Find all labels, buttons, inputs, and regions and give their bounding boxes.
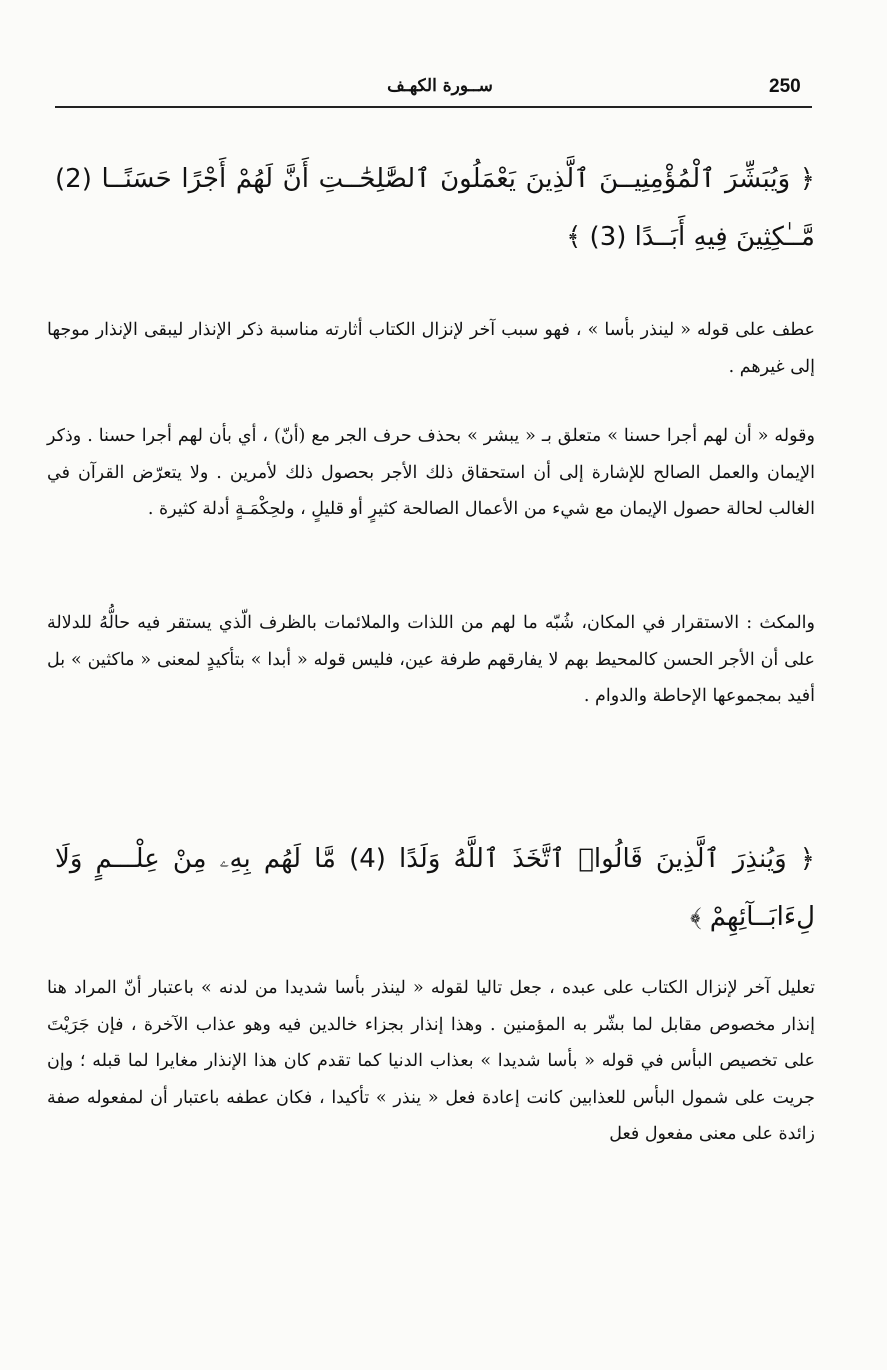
quran-verse-1: ﴿ وَيُبَشِّرَ ٱلْمُؤْمِنِيــنَ ٱلَّذِينَ يَعْمَلُونَ ٱلصَّٰلِحَٰــتِ أَنَّ لَهُمْ أَجْرًا حَسَنًــا (2) مَّــٰكِثِينَ فِيهِ أَبَــدًا (3) ﴾ [55, 164, 815, 252]
commentary-paragraph-3: والمكث : الاستقرار في المكان، شُبّه ما لهم من اللذات والملائمات بالظرف الّذي يستقر فيه حالُّهُ للدلالة على أن الأجر الحسن كالمحيط بهم لا يفارقهم طرفة عين، فليس قوله « أبدا » بتأكيدٍ لمعنى « ماكثين » بل أفيد بمجموعها الإحاطة والدوام . [47, 613, 815, 706]
commentary-paragraph-4: تعليل آخر لإنزال الكتاب على عبده ، جعل تاليا لقوله « لينذر بأسا شديدا من لدنه » باعتبار أنّ المراد هنا إنذار مخصوص مقابل لما بشّر به المؤمنين . وهذا إنذار بجزاء خالدين فيه وهو عذاب الآخرة ، فإن جَرَيْتَ على تخصيص البأس في قوله « بأسا شديدا » بعذاب الدنيا كما تقدم كان هذا الإنذار مغايرا لما قبله ؛ وإن جريت على شمول البأس للعذابين كانت إعادة فعل « ينذر » تأكيدا ، فكان عطفه باعتبار أن لمفعوله صفة زائدة على معنى مفعول فعل [47, 978, 815, 1144]
quran-verse-2: ﴿ وَيُنذِرَ ٱلَّذِينَ قَالُوا۟ ٱتَّخَذَ ٱللَّهُ وَلَدًا (4) مَّا لَهُم بِهِۦ مِنْ عِلْـــمٍ وَلَا لِءَابَــآئِهِمْ ﴾ [55, 844, 815, 932]
commentary-paragraph-1: عطف على قوله « لينذر بأسا » ، فهو سبب آخر لإنزال الكتاب أثارته مناسبة ذكر الإنذار ليبقى الإنذار موجها إلى غيرهم . [47, 320, 815, 377]
page-number: 250 [769, 76, 801, 97]
commentary-paragraph-2: وقوله « أن لهم أجرا حسنا » متعلق بـ « يبشر » بحذف حرف الجر مع (أنّ) ، أي بأن لهم أجرا حسنا . وذكر الإيمان والعمل الصالح للإشارة إلى أن استحقاق ذلك الأجر بحصول ذلك لأمرين . ولا يتعرّض القرآن في الغالب لحالة حصول الإيمان مع شيء من الأعمال الصالحة كثيرٍ أو قليلٍ ، ولحِكْمَـةٍ أدلة كثيرة . [47, 426, 815, 519]
running-title: ســورة الكهـف [387, 76, 493, 96]
page-header [55, 72, 812, 108]
